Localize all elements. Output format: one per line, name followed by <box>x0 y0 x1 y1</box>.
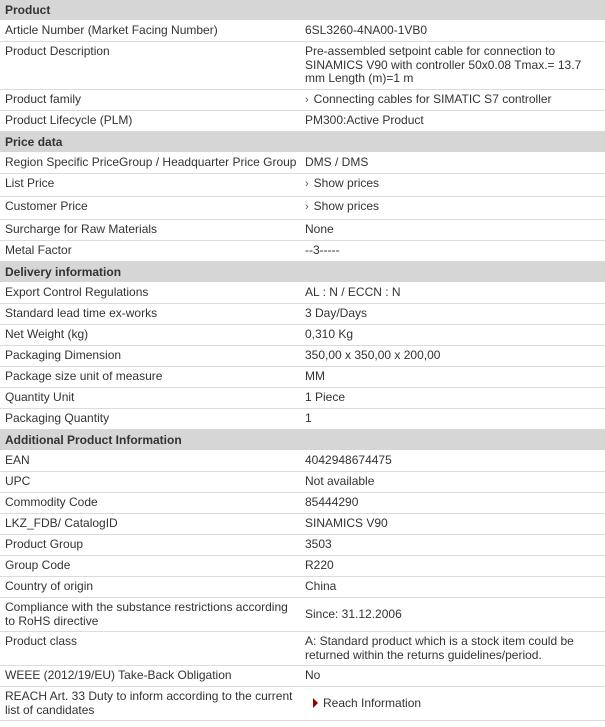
row-rohs <box>0 598 605 632</box>
row-value: No <box>301 666 605 687</box>
row-label: Commodity Code <box>0 493 301 514</box>
row-value: 4042948674475 <box>301 451 605 472</box>
row-reach <box>0 687 605 721</box>
triangle-right-icon <box>313 698 318 708</box>
row-value <box>301 197 605 220</box>
row-label: Customer Price <box>0 197 301 220</box>
row-value: A: Standard product which is a stock item could be returned within the returns guidelines/period. <box>301 632 605 666</box>
row-surcharge <box>0 220 605 241</box>
customer-price-show-link[interactable]: Show prices <box>313 199 380 213</box>
product-family-link[interactable]: Connecting cables for SIMATIC S7 controller <box>313 92 552 106</box>
row-product-family <box>0 90 605 111</box>
row-label: EAN <box>0 451 301 472</box>
row-label: Packaging Quantity <box>0 409 301 430</box>
row-weee <box>0 666 605 687</box>
row-label: Country of origin <box>0 577 301 598</box>
row-label: Product class <box>0 632 301 666</box>
chevron-right-icon: › <box>305 178 309 190</box>
chevron-right-icon: › <box>305 201 309 213</box>
row-commodity-code <box>0 493 605 514</box>
row-value: Pre-assembled setpoint cable for connection to SINAMICS V90 with controller 50x0.08 Tmax.= 13.7 mm Length (m)=1 m <box>301 42 605 90</box>
row-label: Export Control Regulations <box>0 283 301 304</box>
row-packaging-dimension <box>0 346 605 367</box>
row-label: Group Code <box>0 556 301 577</box>
row-value: AL : N / ECCN : N <box>301 283 605 304</box>
row-country-origin <box>0 577 605 598</box>
row-label: UPC <box>0 472 301 493</box>
row-value: 1 <box>301 409 605 430</box>
row-label: Region Specific PriceGroup / Headquarter Price Group <box>0 153 301 174</box>
row-metal-factor <box>0 241 605 262</box>
chevron-right-icon: › <box>305 94 309 106</box>
row-label: WEEE (2012/19/EU) Take-Back Obligation <box>0 666 301 687</box>
row-group-code <box>0 556 605 577</box>
row-net-weight <box>0 325 605 346</box>
section-header-product <box>0 0 605 21</box>
row-value: None <box>301 220 605 241</box>
row-customer-price <box>0 197 605 220</box>
row-product-group <box>0 535 605 556</box>
row-list-price <box>0 174 605 197</box>
row-label: Standard lead time ex-works <box>0 304 301 325</box>
row-value <box>301 90 605 111</box>
row-value: 3 Day/Days <box>301 304 605 325</box>
section-title: Delivery information <box>0 262 605 283</box>
row-package-unit <box>0 367 605 388</box>
row-value: 350,00 x 350,00 x 200,00 <box>301 346 605 367</box>
row-quantity-unit <box>0 388 605 409</box>
row-label: Product Description <box>0 42 301 90</box>
row-product-class <box>0 632 605 666</box>
row-label: Compliance with the substance restrictions according to RoHS directive <box>0 598 301 632</box>
section-header-additional <box>0 430 605 451</box>
row-label: Product Group <box>0 535 301 556</box>
row-label: Packaging Dimension <box>0 346 301 367</box>
row-label: List Price <box>0 174 301 197</box>
row-upc <box>0 472 605 493</box>
row-article-number <box>0 21 605 42</box>
row-region-price-group <box>0 153 605 174</box>
row-label: Net Weight (kg) <box>0 325 301 346</box>
row-lead-time <box>0 304 605 325</box>
row-ean <box>0 451 605 472</box>
row-value: 6SL3260-4NA00-1VB0 <box>301 21 605 42</box>
list-price-show-link[interactable]: Show prices <box>313 176 380 190</box>
row-value: 3503 <box>301 535 605 556</box>
row-label: Package size unit of measure <box>0 367 301 388</box>
row-value <box>301 174 605 197</box>
row-value: SINAMICS V90 <box>301 514 605 535</box>
row-product-description <box>0 42 605 90</box>
row-value: 0,310 Kg <box>301 325 605 346</box>
section-title: Price data <box>0 132 605 153</box>
row-label: Surcharge for Raw Materials <box>0 220 301 241</box>
section-title: Additional Product Information <box>0 430 605 451</box>
row-product-lifecycle <box>0 111 605 132</box>
row-label: Product Lifecycle (PLM) <box>0 111 301 132</box>
row-packaging-quantity <box>0 409 605 430</box>
row-value: MM <box>301 367 605 388</box>
row-label: LKZ_FDB/ CatalogID <box>0 514 301 535</box>
row-value: Since: 31.12.2006 <box>301 598 605 632</box>
row-value: 85444290 <box>301 493 605 514</box>
row-value <box>301 687 605 721</box>
row-label: Article Number (Market Facing Number) <box>0 21 301 42</box>
row-value: China <box>301 577 605 598</box>
row-value: Not available <box>301 472 605 493</box>
row-value: PM300:Active Product <box>301 111 605 132</box>
row-value: 1 Piece <box>301 388 605 409</box>
reach-information-link[interactable]: Reach Information <box>323 696 422 711</box>
row-export-control <box>0 283 605 304</box>
row-label: Product family <box>0 90 301 111</box>
row-label: Metal Factor <box>0 241 301 262</box>
row-value: R220 <box>301 556 605 577</box>
row-label: REACH Art. 33 Duty to inform according to the current list of candidates <box>0 687 301 721</box>
row-label: Quantity Unit <box>0 388 301 409</box>
row-value: DMS / DMS <box>301 153 605 174</box>
section-header-delivery <box>0 262 605 283</box>
row-catalog-id <box>0 514 605 535</box>
row-value: --3----- <box>301 241 605 262</box>
section-title: Product <box>0 0 605 21</box>
section-header-price <box>0 132 605 153</box>
